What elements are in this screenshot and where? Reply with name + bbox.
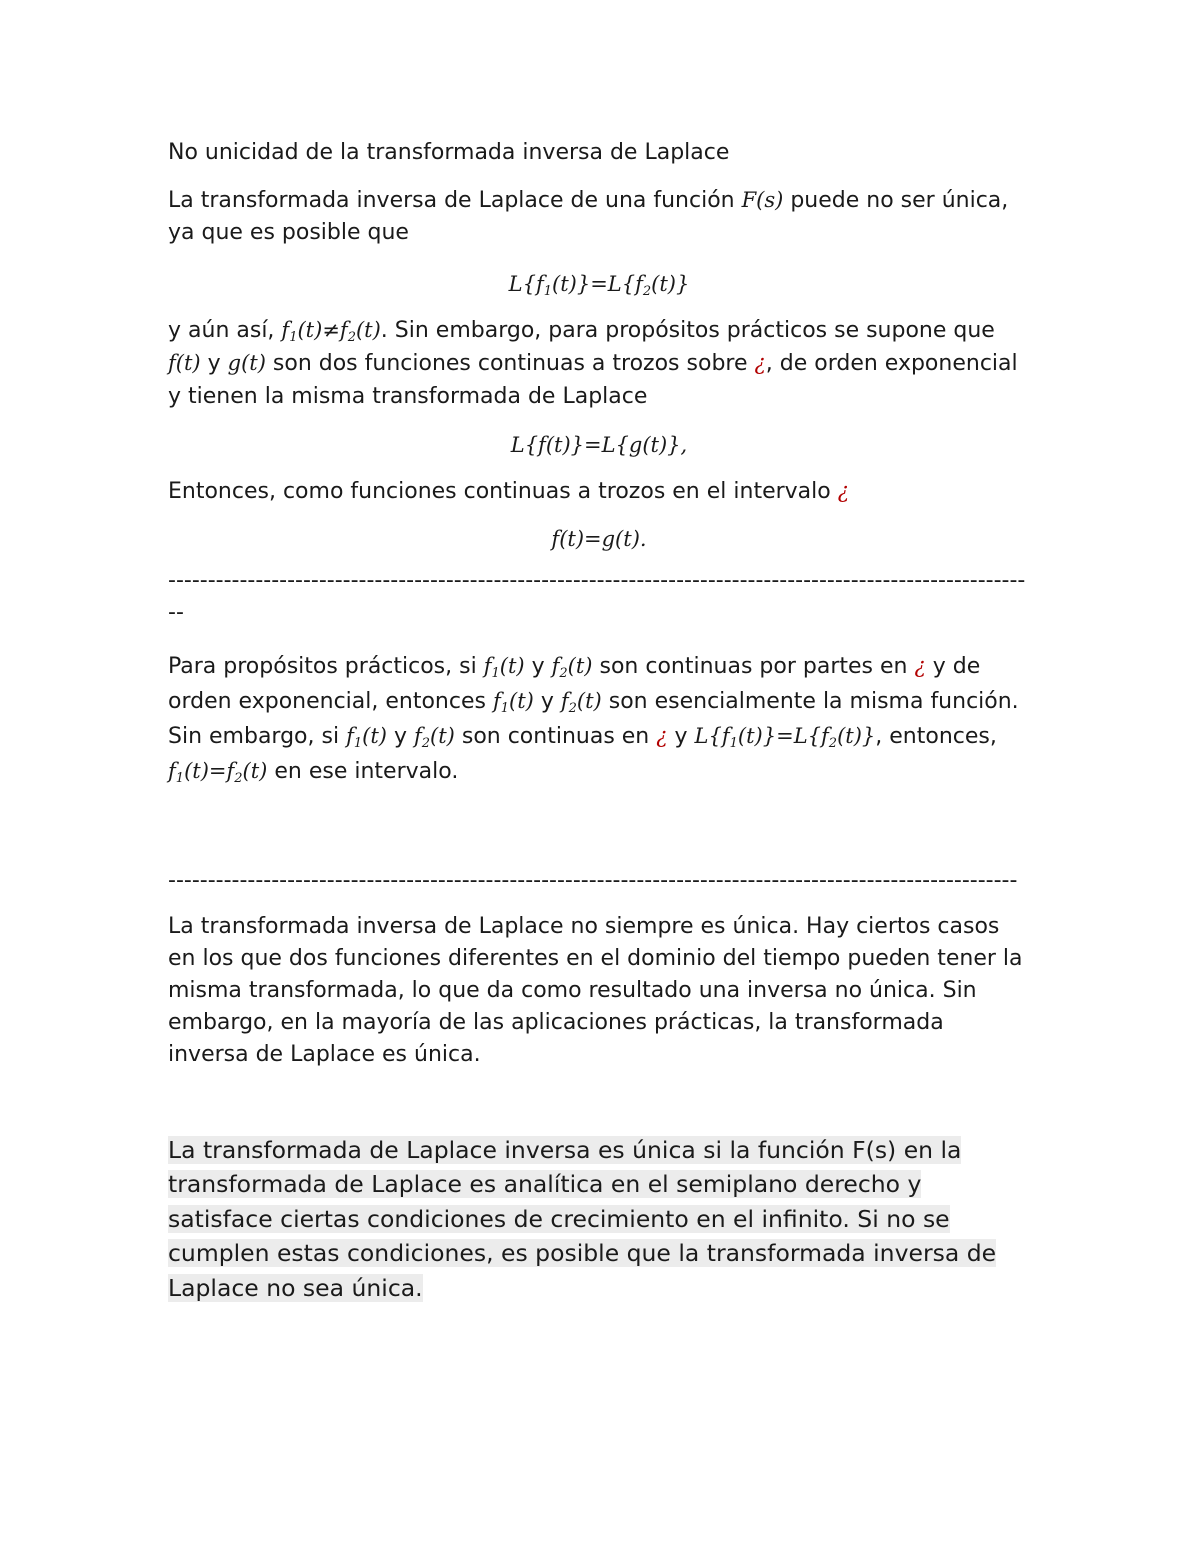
math-F-of-s: F(s) — [741, 187, 784, 212]
equation-laplace-f1-f2: $L\{f_1(t)\}=L\{f_2(t)\}$ — [508, 271, 690, 299]
paragraph-entonces: Entonces, como funciones continuas a trozos en el intervalo ¿ — [168, 479, 849, 504]
equation-laplace-f-g: L{f(t)}=L{g(t)}, — [510, 433, 688, 457]
equation-f-equals-g: f(t)=g(t). — [551, 526, 647, 551]
math-f1-neq-f2: $f_1(t)\ne f_2(t)$ — [281, 317, 381, 345]
missing-glyph-placeholder: ¿ — [754, 351, 766, 375]
paragraph-intro: La transformada inversa de Laplace de una función F(s) puede no ser única, ya que es posible que — [168, 187, 1009, 245]
highlighted-text: La transformada de Laplace inversa es única si la función F(s) en la transformada de Laplace es analítica en el semiplano derecho y satisface ciertas condiciones de crecimiento en el infinito. Si no se cumplen estas condiciones, es posible que la transformada inversa de Laplace no sea única. — [168, 1135, 997, 1302]
document-title: No unicidad de la transformada inversa de Laplace — [168, 140, 730, 165]
document-body — [168, 137, 1030, 1305]
paragraph-highlighted — [168, 1133, 1030, 1306]
missing-glyph-placeholder: ¿ — [837, 479, 849, 503]
separator-dashes: -------------------------------------------------------------------------------------------------------------- — [168, 567, 1026, 625]
paragraph-summary: La transformada inversa de Laplace no siempre es única. Hay ciertos casos en los que dos funciones diferentes en el dominio del tiempo pueden tener la misma transformada, lo que da como resultado una inversa no única. Sin embargo, en la mayoría de las aplicaciones prácticas, la transformada inversa de Laplace es única. — [168, 913, 1023, 1067]
paragraph-practical: Para propósitos prácticos, si $f_1(t)$ y $f_2(t)$ son continuas por partes en ¿ y de orden exponencial, entonces $f_1(t)$ y $f_2(t)$ son esencialmente la misma función. Sin embargo, si $f_1(t)$ y $f_2(t)$ son continuas en ¿ y $L\{f_1(t)\}=L\{f_2(t)\}$, entonces, $f_1(t)=f_2(t)$ en ese intervalo. — [168, 653, 1019, 786]
paragraph-continuity: y aún así, $f_1(t)\ne f_2(t)$. Sin embargo, para propósitos prácticos se supone que f(t) y g(t) son dos funciones continuas a trozos sobre ¿, de orden exponencial y tienen la misma transformada de Laplace — [168, 317, 1018, 409]
separator-dashes: ----------------------------------------------------------------------------------------------------------- — [168, 867, 1018, 893]
